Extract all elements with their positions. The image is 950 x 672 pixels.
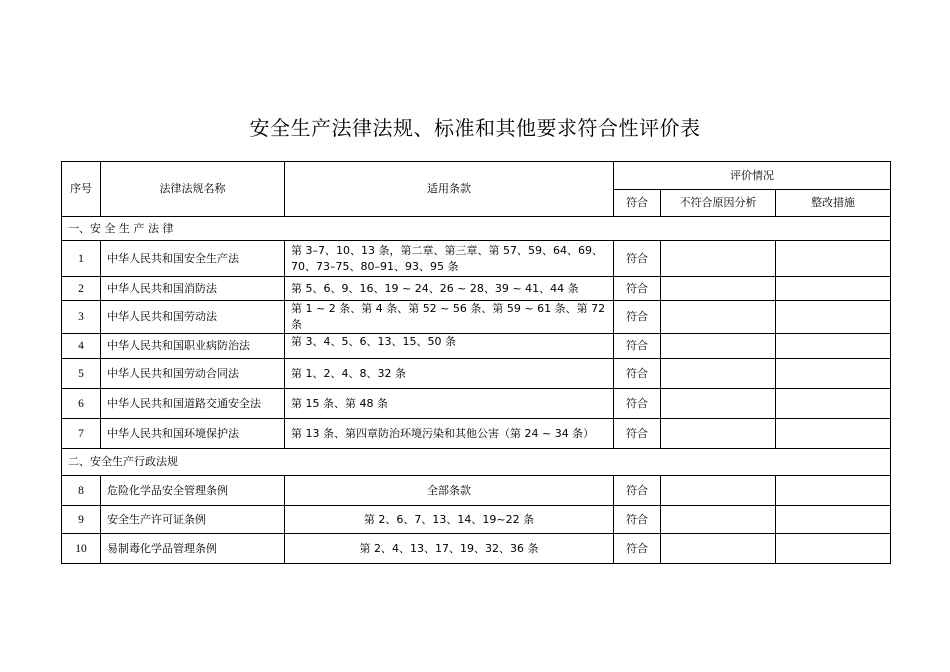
reason-cell: [661, 277, 776, 301]
row-number: 1: [62, 241, 101, 277]
clause-cell: 第 3、4、5、6、13、15、50 条: [285, 334, 614, 359]
table-row: [62, 241, 891, 277]
evaluation-table: [61, 161, 891, 564]
reason-cell: [661, 301, 776, 334]
row-number: 2: [62, 277, 101, 301]
table-row: [62, 359, 891, 389]
clause-cell: 全部条款: [285, 476, 614, 506]
law-name: 中华人民共和国道路交通安全法: [101, 389, 285, 419]
section-title: 二、安全生产行政法规: [62, 449, 891, 476]
table-row: [62, 301, 891, 334]
law-name: 易制毒化学品管理条例: [101, 534, 285, 564]
reason-cell: [661, 506, 776, 534]
row-number: 4: [62, 334, 101, 359]
result-cell: 符合: [614, 334, 661, 359]
law-name: 中华人民共和国劳动法: [101, 301, 285, 334]
reason-cell: [661, 359, 776, 389]
table-row: [62, 419, 891, 449]
result-cell: 符合: [614, 389, 661, 419]
result-cell: 符合: [614, 277, 661, 301]
clause-cell: 第 1 ~ 2 条、第 4 条、第 52 ~ 56 条、第 59 ~ 61 条、第 72 条: [285, 301, 614, 334]
row-number: 3: [62, 301, 101, 334]
result-cell: 符合: [614, 301, 661, 334]
reason-cell: [661, 419, 776, 449]
clause-cell: 第 3–7、10、13 条，第二章、第三章、第 57、59、64、69、70、73–75、80–91、93、95 条: [285, 241, 614, 277]
header-evaluation: 评价情况: [614, 162, 891, 190]
row-number: 5: [62, 359, 101, 389]
reason-cell: [661, 389, 776, 419]
law-name: 安全生产许可证条例: [101, 506, 285, 534]
page-title: 安全生产法律法规、标准和其他要求符合性评价表: [249, 116, 701, 140]
measure-cell: [776, 301, 891, 334]
row-number: 7: [62, 419, 101, 449]
header-corrective: 整改措施: [776, 190, 891, 217]
law-name: 危险化学品安全管理条例: [101, 476, 285, 506]
result-cell: 符合: [614, 506, 661, 534]
header-nonconform-reason: 不符合原因分析: [661, 190, 776, 217]
row-number: 8: [62, 476, 101, 506]
measure-cell: [776, 389, 891, 419]
header-conform: 符合: [614, 190, 661, 217]
clause-cell: 第 15 条、第 48 条: [285, 389, 614, 419]
table-row: [62, 476, 891, 506]
header-name: 法律法规名称: [101, 162, 285, 217]
measure-cell: [776, 277, 891, 301]
table-row: [62, 506, 891, 534]
law-name: 中华人民共和国环境保护法: [101, 419, 285, 449]
result-cell: 符合: [614, 241, 661, 277]
law-name: 中华人民共和国劳动合同法: [101, 359, 285, 389]
row-number: 10: [62, 534, 101, 564]
measure-cell: [776, 334, 891, 359]
clause-cell: 第 1、2、4、8、32 条: [285, 359, 614, 389]
result-cell: 符合: [614, 359, 661, 389]
reason-cell: [661, 241, 776, 277]
reason-cell: [661, 334, 776, 359]
measure-cell: [776, 241, 891, 277]
clause-cell: 第 2、4、13、17、19、32、36 条: [285, 534, 614, 564]
table-row: [62, 534, 891, 564]
section-row: [62, 217, 891, 241]
header-clauses: 适用条款: [285, 162, 614, 217]
clause-cell: 第 13 条、第四章防治环境污染和其他公害（第 24 ~ 34 条）: [285, 419, 614, 449]
result-cell: 符合: [614, 476, 661, 506]
measure-cell: [776, 506, 891, 534]
measure-cell: [776, 476, 891, 506]
measure-cell: [776, 359, 891, 389]
table-row: [62, 334, 891, 359]
table-row: [62, 389, 891, 419]
measure-cell: [776, 534, 891, 564]
header-row: [62, 162, 891, 190]
measure-cell: [776, 419, 891, 449]
result-cell: 符合: [614, 534, 661, 564]
result-cell: 符合: [614, 419, 661, 449]
clause-cell: 第 2、6、7、13、14、19~22 条: [285, 506, 614, 534]
row-number: 6: [62, 389, 101, 419]
section-row: [62, 449, 891, 476]
section-title: 一、安 全 生 产 法 律: [62, 217, 891, 241]
law-name: 中华人民共和国职业病防治法: [101, 334, 285, 359]
reason-cell: [661, 534, 776, 564]
law-name: 中华人民共和国安全生产法: [101, 241, 285, 277]
row-number: 9: [62, 506, 101, 534]
clause-cell: 第 5、6、9、16、19 ~ 24、26 ~ 28、39 ~ 41、44 条: [285, 277, 614, 301]
header-index: 序号: [62, 162, 101, 217]
reason-cell: [661, 476, 776, 506]
table-row: [62, 277, 891, 301]
law-name: 中华人民共和国消防法: [101, 277, 285, 301]
